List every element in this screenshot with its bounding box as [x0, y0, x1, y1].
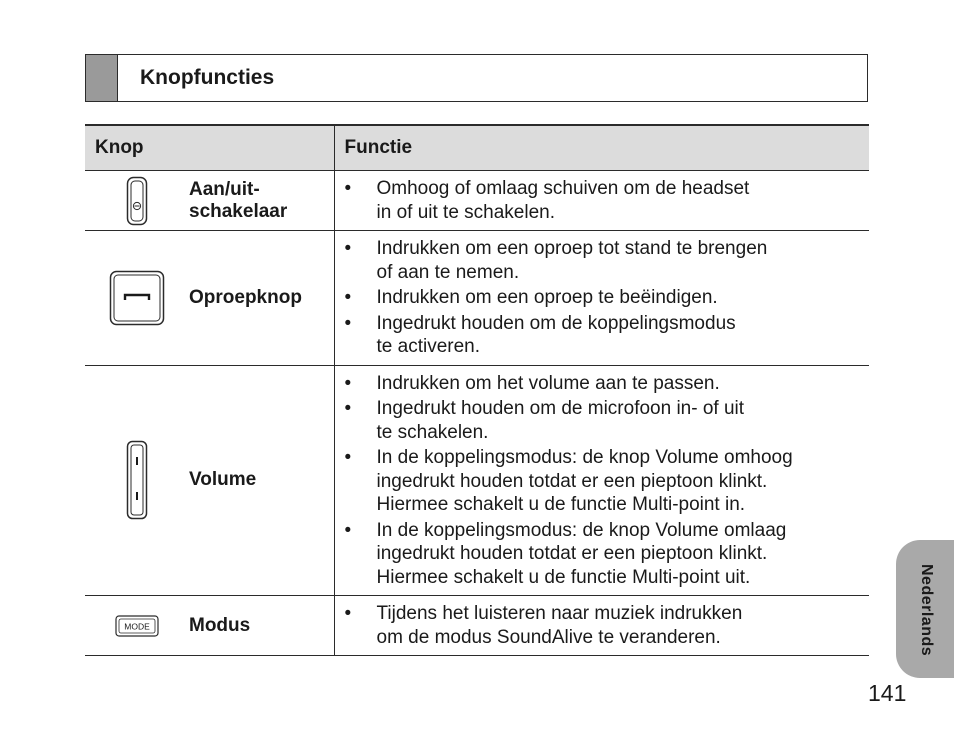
- language-label: Nederlands: [918, 563, 935, 657]
- bullet-line: te schakelen.: [376, 421, 489, 443]
- button-cell: [85, 171, 334, 231]
- call-button-icon: [85, 270, 189, 326]
- list-item: [345, 519, 870, 590]
- page-number: 141: [868, 680, 907, 706]
- list-item: [345, 312, 870, 359]
- list-item: [345, 372, 870, 396]
- page-title: Knopfuncties: [140, 66, 275, 89]
- list-item: [345, 602, 870, 649]
- list-item: [345, 237, 870, 284]
- mode-button-icon: [85, 615, 189, 637]
- bullet-line: of aan te nemen.: [376, 261, 520, 283]
- button-cell: [85, 365, 334, 596]
- function-cell: [334, 231, 869, 366]
- bullet-line: • Omhoog of omlaag schuiven om de headset: [376, 178, 750, 199]
- table-row: [85, 365, 869, 596]
- bullet-line: • In de koppelingsmodus: de knop Volume omhoog: [376, 447, 793, 468]
- button-name: Volume: [189, 469, 257, 491]
- list-item: [345, 177, 870, 224]
- bullet-line: • In de koppelingsmodus: de knop Volume omlaag: [376, 519, 787, 541]
- bullet-line: ingedrukt houden totdat er een pieptoon klinkt.: [376, 470, 768, 492]
- button-name: Oproepknop: [189, 286, 302, 308]
- bullet-line: • Indrukken om een oproep te beëindigen.: [376, 287, 718, 308]
- bullet-line: • Tijdens het luisteren naar muziek indrukken: [376, 603, 743, 624]
- bullet-line: • Indrukken om het volume aan te passen.: [376, 372, 720, 394]
- mode-icon-text: MODE: [124, 621, 150, 631]
- column-header-function: Functie: [334, 125, 869, 171]
- bullet-line: • Indrukken om een oproep tot stand te brengen: [376, 238, 768, 259]
- list-item: [345, 397, 870, 444]
- button-cell: [85, 231, 334, 366]
- bullet-line: te activeren.: [376, 336, 480, 357]
- heading-accent-bar: [86, 55, 118, 101]
- section-heading: [85, 54, 868, 102]
- button-name: Modus: [189, 614, 251, 636]
- table-header-row: [85, 125, 869, 171]
- bullet-line: • Ingedrukt houden om de microfoon in- of uit: [376, 398, 745, 419]
- bullet-line: om de modus SoundAlive te veranderen.: [376, 626, 721, 648]
- table-row: [85, 171, 869, 231]
- bullet-line: ingedrukt houden totdat er een pieptoon klinkt.: [376, 543, 768, 564]
- button-name: [189, 179, 287, 223]
- slide-switch-icon: [85, 176, 189, 226]
- list-item: [345, 286, 870, 310]
- column-header-button: Knop: [85, 125, 334, 171]
- button-functions-table: [85, 124, 869, 656]
- button-cell: [85, 596, 334, 656]
- language-side-tab: [896, 540, 954, 678]
- list-item: [345, 446, 870, 517]
- bullet-line: Hiermee schakelt u de functie Multi-point uit.: [376, 566, 751, 588]
- button-name-line: Aan/uit-: [189, 178, 260, 200]
- button-name-line: schakelaar: [189, 200, 288, 222]
- volume-button-icon: [85, 440, 189, 520]
- bullet-line: • Ingedrukt houden om de koppelingsmodus: [376, 312, 736, 334]
- table-row: [85, 596, 869, 656]
- bullet-line: Hiermee schakelt u de functie Multi-point in.: [376, 494, 746, 515]
- table-row: [85, 231, 869, 366]
- bullet-line: in of uit te schakelen.: [376, 201, 555, 223]
- function-cell: [334, 171, 869, 231]
- function-cell: [334, 596, 869, 656]
- function-cell: [334, 365, 869, 596]
